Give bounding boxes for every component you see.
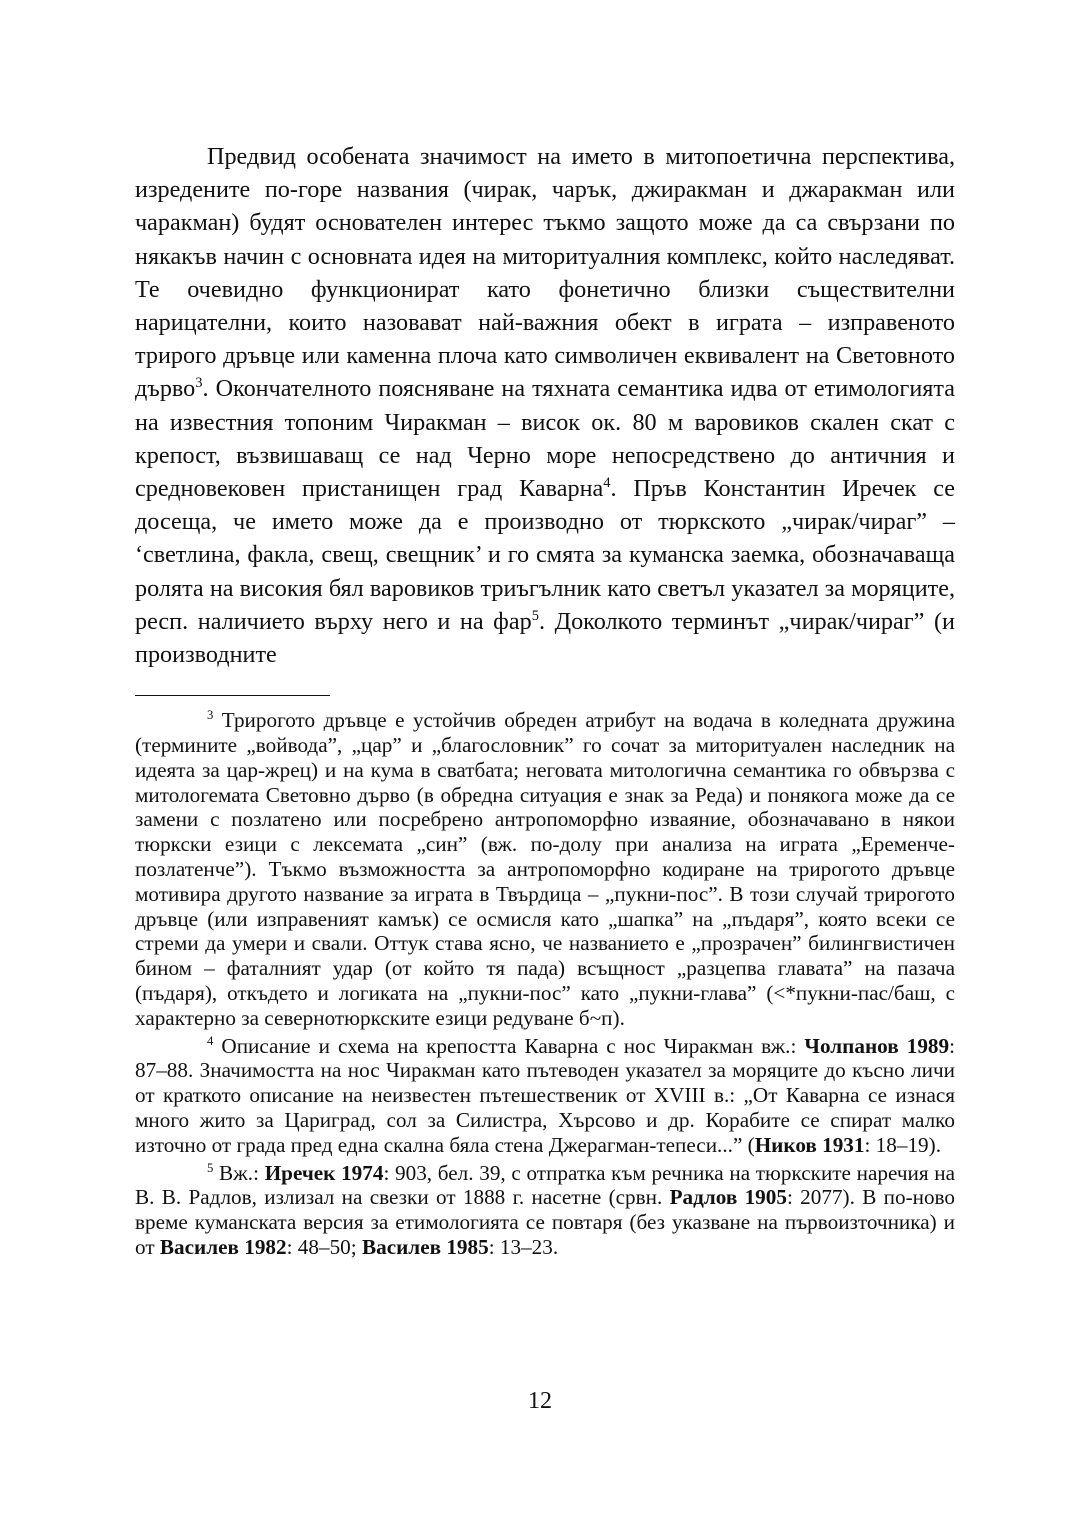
body-paragraph <box>135 140 955 671</box>
paragraph-text: . Доколкото терминът „чирак/чираг” (и производните <box>135 607 955 669</box>
citation-author: Чолпанов 1989 <box>804 1033 950 1058</box>
citation-author: Василев 1985 <box>361 1234 489 1259</box>
footnote-text: Вж.: <box>213 1160 265 1185</box>
footnotes <box>135 708 955 1260</box>
footnote-ref-4[interactable]: 4 <box>603 474 611 491</box>
citation-author: Василев 1982 <box>159 1234 287 1259</box>
footnote-ref-3[interactable]: 3 <box>195 375 203 392</box>
footnote-3 <box>135 708 955 1030</box>
footnote-text: Трирогото дръвце е устойчив обреден атрибут на водача в коледната дружина (термините „войвода”, „цар” и „благословник” го сочат за миторитуален наследник на идеята за цар-жрец) и на кума в сватбата; неговата митологична семантика го обвързва с митологемата Световно дърво (в обредна ситуация е знак за Реда) и понякога може да се замени с позлатено или посребрено антропоморфно изваяние, обозначавано в някои тюркски езици с лексемата „син” (вж. по-долу при анализа на играта „Еременче-позлатенче”). Тъкмо възможността за антропоморфно кодиране на трирогото дръвце мотивира другото название за играта в Твърдица – „пукни-пос”. В този случай трирогото дръвце (или изправеният камък) се осмисля като „шапка” на „пъдаря”, която всеки се стреми да умери и свали. Оттук става ясно, че названието е „прозрачен” билингвистичен бином – фаталният удар (от който тя пада) всъщност „разцепва главата” на пазача (пъдаря), откъдето и логиката на „пукни-пос” като „пукни-глава” (<*пукни-пас/баш, с характерно за севернотюркските езици редуване б~п). <box>135 708 955 1030</box>
footnote-ref-5[interactable]: 5 <box>531 607 539 624</box>
footnote-text: : 2077). В по-ново време куманската версия за етимологията се повтаря (без указване на първоизточника) и от <box>135 1185 956 1259</box>
citation-author: Ников 1931 <box>754 1132 865 1157</box>
citation-author: Радлов 1905 <box>669 1185 787 1210</box>
footnote-number: 3 <box>207 708 214 723</box>
footnote-4 <box>135 1034 955 1158</box>
footnote-text: : 48–50; <box>286 1234 362 1259</box>
footnote-5 <box>135 1161 955 1260</box>
page-content <box>135 140 955 1260</box>
footnote-text: : 87–88. Значимостта на нос Чиракман като пътеводен указател за моряците до късно личи от краткото описание на неизвестен пътешественик от XVIII в.: „От Каварна се изнася много жито за Цариград, сол за Силистра, Хърсово и др. Корабите се спират малко източно от града пред една скална бяла стена Джерагман-тепеси...” ( <box>135 1033 955 1157</box>
footnote-text: : 18–19). <box>864 1132 942 1157</box>
footnote-number: 4 <box>207 1033 214 1048</box>
main-text <box>135 140 955 671</box>
footnote-text: : 13–23. <box>488 1234 559 1259</box>
footnote-number: 5 <box>207 1160 214 1175</box>
paragraph-text: . Пръв Константин Иречек се досеща, че името може да е производно от тюркското „чирак/чираг” – ‘светлина, факла, свещ, свещник’ и го смята за куманска заемка, обозначаваща ролята на високия бял варовиков триъгълник като светъл указател за моряците, респ. наличието върху него и на фар <box>135 475 955 635</box>
paragraph-text: Предвид особената значимост на името в митопоетична перспектива, изредените по-горе названия (чирак, чарък, джиракман и джаракман или чаракман) будят основателен интерес тъкмо защото може да са свързани по някакъв начин с основната идея на миторитуалния комплекс, който наследяват. Те очевидно функционират като фонетично близки съществителни нарицателни, които назовават най-важния обект в играта – изправеното трирого дръвце или каменна плоча като символичен еквивалент на Световното дърво <box>135 143 955 403</box>
footnote-text: : 903, бел. 39, с отпратка към речника на тюркските наречия на В. В. Радлов, излизал на свезки от 1888 г. насетне (срвн. <box>135 1160 956 1210</box>
citation-author: Иречек 1974 <box>264 1160 384 1185</box>
paragraph-text: . Окончателното поясняване на тяхната семантика идва от етимологията на известния топоним Чиракман – висок ок. 80 м варовиков скален скат с крепост, възвишаващ се над Черно море непосредствено до античния и средновековен пристанищен град Каварна <box>135 375 955 503</box>
footnote-separator <box>135 695 330 696</box>
footnote-text: Описание и схема на крепостта Каварна с нос Чиракман вж.: <box>213 1033 805 1058</box>
page-number: 12 <box>528 1388 552 1414</box>
